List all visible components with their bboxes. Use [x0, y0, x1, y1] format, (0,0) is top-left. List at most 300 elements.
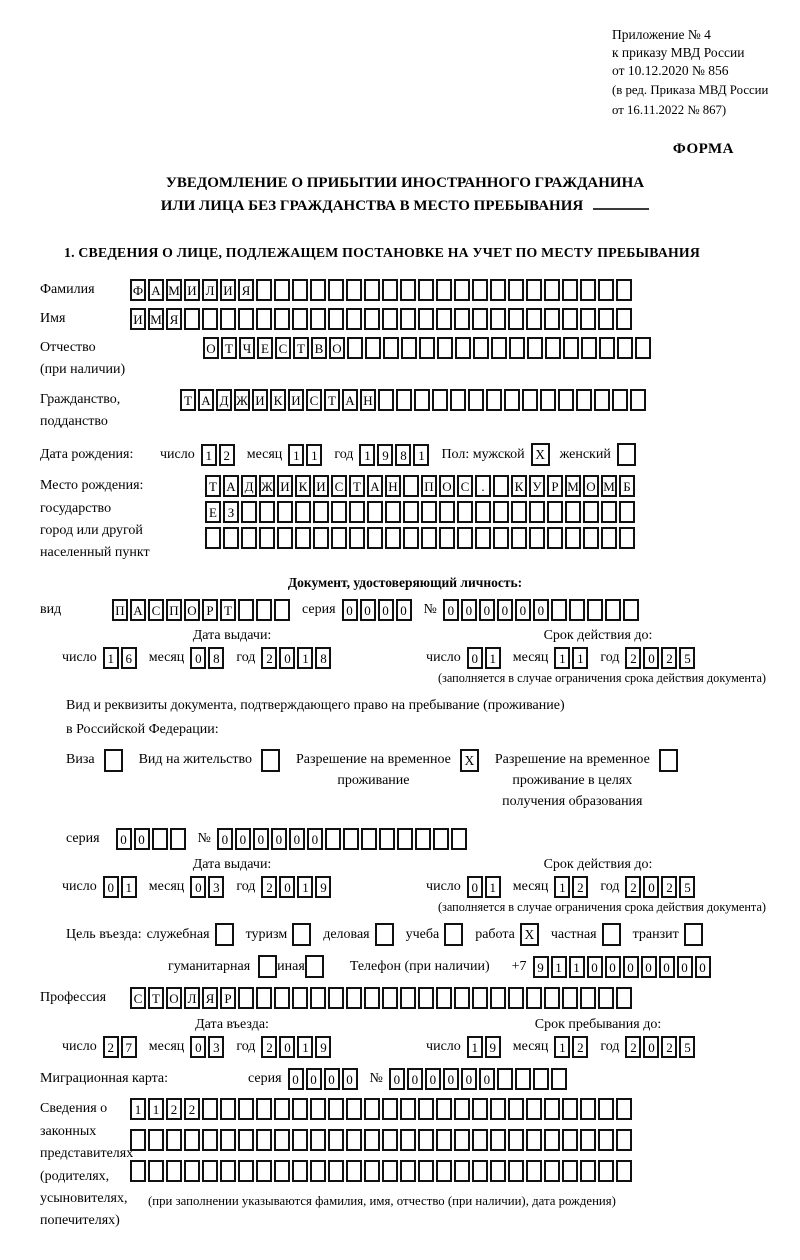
- form-cell[interactable]: [490, 1129, 506, 1151]
- form-cell[interactable]: 0: [289, 828, 305, 850]
- purpose-humanitarian-checkbox[interactable]: [258, 955, 277, 978]
- visa-checkbox[interactable]: [104, 749, 123, 772]
- form-cell[interactable]: [529, 527, 545, 549]
- form-cell[interactable]: 5: [679, 1036, 695, 1058]
- form-cell[interactable]: [490, 987, 506, 1009]
- form-cell[interactable]: 1: [130, 1098, 146, 1120]
- residence-permit-checkbox[interactable]: [261, 749, 280, 772]
- form-cell[interactable]: О: [184, 599, 200, 621]
- form-cell[interactable]: [598, 308, 614, 330]
- form-cell[interactable]: [400, 1160, 416, 1182]
- form-cell[interactable]: [635, 337, 651, 359]
- form-cell[interactable]: [454, 987, 470, 1009]
- form-cell[interactable]: [274, 279, 290, 301]
- form-cell[interactable]: [277, 501, 293, 523]
- form-cell[interactable]: [152, 828, 168, 850]
- form-cell[interactable]: Л: [184, 987, 200, 1009]
- form-cell[interactable]: [490, 1098, 506, 1120]
- form-cell[interactable]: [202, 1160, 218, 1182]
- form-cell[interactable]: [274, 599, 290, 621]
- form-cell[interactable]: Т: [221, 337, 237, 359]
- form-cell[interactable]: [509, 337, 525, 359]
- form-cell[interactable]: И: [130, 308, 146, 330]
- form-cell[interactable]: [421, 501, 437, 523]
- form-cell[interactable]: 0: [643, 876, 659, 898]
- form-cell[interactable]: [364, 308, 380, 330]
- form-cell[interactable]: О: [166, 987, 182, 1009]
- form-cell[interactable]: 0: [587, 956, 603, 978]
- form-cell[interactable]: [527, 337, 543, 359]
- form-cell[interactable]: А: [367, 475, 383, 497]
- form-cell[interactable]: К: [295, 475, 311, 497]
- form-cell[interactable]: [490, 1160, 506, 1182]
- form-cell[interactable]: [508, 1160, 524, 1182]
- form-cell[interactable]: [292, 1129, 308, 1151]
- form-cell[interactable]: [581, 337, 597, 359]
- form-cell[interactable]: [545, 337, 561, 359]
- form-cell[interactable]: И: [252, 389, 268, 411]
- form-cell[interactable]: 1: [551, 956, 567, 978]
- form-cell[interactable]: 6: [121, 647, 137, 669]
- form-cell[interactable]: [397, 828, 413, 850]
- form-cell[interactable]: С: [148, 599, 164, 621]
- form-cell[interactable]: 1: [103, 647, 119, 669]
- form-cell[interactable]: [529, 501, 545, 523]
- form-cell[interactable]: Н: [385, 475, 401, 497]
- form-cell[interactable]: М: [601, 475, 617, 497]
- form-cell[interactable]: [598, 1160, 614, 1182]
- form-cell[interactable]: 2: [661, 647, 677, 669]
- form-cell[interactable]: [241, 501, 257, 523]
- form-cell[interactable]: [367, 501, 383, 523]
- form-cell[interactable]: [439, 501, 455, 523]
- form-cell[interactable]: [508, 987, 524, 1009]
- form-cell[interactable]: .: [475, 475, 491, 497]
- form-cell[interactable]: М: [166, 279, 182, 301]
- form-cell[interactable]: 3: [208, 1036, 224, 1058]
- purpose-work-checkbox[interactable]: X: [520, 923, 539, 946]
- form-cell[interactable]: К: [511, 475, 527, 497]
- form-cell[interactable]: [292, 987, 308, 1009]
- form-cell[interactable]: [382, 987, 398, 1009]
- form-cell[interactable]: [533, 1068, 549, 1090]
- form-cell[interactable]: Ч: [239, 337, 255, 359]
- form-cell[interactable]: [619, 527, 635, 549]
- form-cell[interactable]: [325, 828, 341, 850]
- form-cell[interactable]: [328, 308, 344, 330]
- form-cell[interactable]: [328, 1098, 344, 1120]
- form-cell[interactable]: А: [148, 279, 164, 301]
- form-cell[interactable]: [547, 527, 563, 549]
- form-cell[interactable]: [526, 1160, 542, 1182]
- form-cell[interactable]: [562, 1129, 578, 1151]
- form-cell[interactable]: [475, 501, 491, 523]
- sex-male-checkbox[interactable]: X: [531, 443, 550, 466]
- purpose-study-checkbox[interactable]: [444, 923, 463, 946]
- form-cell[interactable]: П: [112, 599, 128, 621]
- form-cell[interactable]: Т: [205, 475, 221, 497]
- form-cell[interactable]: 0: [360, 599, 376, 621]
- form-cell[interactable]: [256, 1098, 272, 1120]
- form-cell[interactable]: [346, 308, 362, 330]
- form-cell[interactable]: [623, 599, 639, 621]
- form-cell[interactable]: А: [342, 389, 358, 411]
- form-cell[interactable]: 7: [121, 1036, 137, 1058]
- form-cell[interactable]: [202, 1098, 218, 1120]
- form-cell[interactable]: Я: [202, 987, 218, 1009]
- form-cell[interactable]: А: [223, 475, 239, 497]
- form-cell[interactable]: П: [421, 475, 437, 497]
- form-cell[interactable]: 0: [497, 599, 513, 621]
- purpose-tourism-checkbox[interactable]: [292, 923, 311, 946]
- form-cell[interactable]: 0: [279, 876, 295, 898]
- form-cell[interactable]: [400, 1129, 416, 1151]
- form-cell[interactable]: [418, 279, 434, 301]
- form-cell[interactable]: А: [130, 599, 146, 621]
- form-cell[interactable]: [472, 1160, 488, 1182]
- form-cell[interactable]: [450, 389, 466, 411]
- form-cell[interactable]: [418, 1098, 434, 1120]
- form-cell[interactable]: [400, 987, 416, 1009]
- form-cell[interactable]: 1: [297, 876, 313, 898]
- form-cell[interactable]: Р: [547, 475, 563, 497]
- form-cell[interactable]: [382, 279, 398, 301]
- form-cell[interactable]: [526, 308, 542, 330]
- form-cell[interactable]: 1: [554, 647, 570, 669]
- form-cell[interactable]: 0: [695, 956, 711, 978]
- form-cell[interactable]: 1: [413, 444, 429, 466]
- form-cell[interactable]: [256, 987, 272, 1009]
- form-cell[interactable]: [166, 1160, 182, 1182]
- form-cell[interactable]: 9: [315, 876, 331, 898]
- form-cell[interactable]: С: [130, 987, 146, 1009]
- form-cell[interactable]: [576, 389, 592, 411]
- form-cell[interactable]: [367, 527, 383, 549]
- form-cell[interactable]: [220, 1098, 236, 1120]
- form-cell[interactable]: [256, 308, 272, 330]
- form-cell[interactable]: [202, 1129, 218, 1151]
- form-cell[interactable]: 0: [342, 599, 358, 621]
- form-cell[interactable]: [349, 501, 365, 523]
- form-cell[interactable]: [580, 1098, 596, 1120]
- form-cell[interactable]: 5: [679, 876, 695, 898]
- form-cell[interactable]: [454, 279, 470, 301]
- form-cell[interactable]: [515, 1068, 531, 1090]
- form-cell[interactable]: 9: [377, 444, 393, 466]
- form-cell[interactable]: С: [275, 337, 291, 359]
- form-cell[interactable]: [170, 828, 186, 850]
- form-cell[interactable]: [432, 389, 448, 411]
- form-cell[interactable]: [346, 1160, 362, 1182]
- form-cell[interactable]: Т: [349, 475, 365, 497]
- form-cell[interactable]: [601, 501, 617, 523]
- form-cell[interactable]: [587, 599, 603, 621]
- form-cell[interactable]: 2: [261, 647, 277, 669]
- form-cell[interactable]: [361, 828, 377, 850]
- form-cell[interactable]: [382, 1129, 398, 1151]
- form-cell[interactable]: 0: [605, 956, 621, 978]
- form-cell[interactable]: 0: [479, 1068, 495, 1090]
- form-cell[interactable]: [418, 987, 434, 1009]
- form-cell[interactable]: [540, 389, 556, 411]
- form-cell[interactable]: С: [457, 475, 473, 497]
- form-cell[interactable]: 1: [288, 444, 304, 466]
- form-cell[interactable]: Ж: [234, 389, 250, 411]
- form-cell[interactable]: [454, 1129, 470, 1151]
- form-cell[interactable]: [383, 337, 399, 359]
- form-cell[interactable]: [256, 1129, 272, 1151]
- form-cell[interactable]: 0: [279, 647, 295, 669]
- form-cell[interactable]: [259, 501, 275, 523]
- form-cell[interactable]: 1: [121, 876, 137, 898]
- form-cell[interactable]: [166, 1129, 182, 1151]
- form-cell[interactable]: [547, 501, 563, 523]
- form-cell[interactable]: [558, 389, 574, 411]
- form-cell[interactable]: 0: [306, 1068, 322, 1090]
- form-cell[interactable]: [493, 475, 509, 497]
- form-cell[interactable]: 0: [461, 599, 477, 621]
- form-cell[interactable]: [328, 987, 344, 1009]
- form-cell[interactable]: [414, 389, 430, 411]
- form-cell[interactable]: [130, 1160, 146, 1182]
- form-cell[interactable]: [454, 308, 470, 330]
- form-cell[interactable]: [612, 389, 628, 411]
- form-cell[interactable]: [605, 599, 621, 621]
- form-cell[interactable]: 2: [103, 1036, 119, 1058]
- form-cell[interactable]: [497, 1068, 513, 1090]
- form-cell[interactable]: [562, 1160, 578, 1182]
- form-cell[interactable]: [238, 599, 254, 621]
- form-cell[interactable]: [562, 1098, 578, 1120]
- rvp-education-checkbox[interactable]: [659, 749, 678, 772]
- form-cell[interactable]: [580, 279, 596, 301]
- form-cell[interactable]: 5: [679, 647, 695, 669]
- form-cell[interactable]: 0: [443, 1068, 459, 1090]
- form-cell[interactable]: О: [583, 475, 599, 497]
- form-cell[interactable]: 0: [659, 956, 675, 978]
- form-cell[interactable]: 0: [235, 828, 251, 850]
- form-cell[interactable]: [511, 501, 527, 523]
- form-cell[interactable]: [184, 1129, 200, 1151]
- form-cell[interactable]: [490, 308, 506, 330]
- form-cell[interactable]: [400, 1098, 416, 1120]
- form-cell[interactable]: [544, 1098, 560, 1120]
- form-cell[interactable]: 1: [569, 956, 585, 978]
- form-cell[interactable]: [526, 1098, 542, 1120]
- form-cell[interactable]: [508, 1098, 524, 1120]
- form-cell[interactable]: 0: [443, 599, 459, 621]
- form-cell[interactable]: М: [565, 475, 581, 497]
- form-cell[interactable]: З: [223, 501, 239, 523]
- form-cell[interactable]: 2: [625, 876, 641, 898]
- form-cell[interactable]: 2: [572, 1036, 588, 1058]
- form-cell[interactable]: [415, 828, 431, 850]
- form-cell[interactable]: [486, 389, 502, 411]
- purpose-official-checkbox[interactable]: [215, 923, 234, 946]
- form-cell[interactable]: [580, 308, 596, 330]
- form-cell[interactable]: [396, 389, 412, 411]
- form-cell[interactable]: [310, 279, 326, 301]
- form-cell[interactable]: [328, 1160, 344, 1182]
- form-cell[interactable]: 0: [407, 1068, 423, 1090]
- form-cell[interactable]: Я: [238, 279, 254, 301]
- form-cell[interactable]: [601, 527, 617, 549]
- form-cell[interactable]: 1: [359, 444, 375, 466]
- form-cell[interactable]: 0: [279, 1036, 295, 1058]
- form-cell[interactable]: [616, 1160, 632, 1182]
- form-cell[interactable]: И: [313, 475, 329, 497]
- form-cell[interactable]: 0: [643, 647, 659, 669]
- form-cell[interactable]: 9: [533, 956, 549, 978]
- form-cell[interactable]: [421, 527, 437, 549]
- form-cell[interactable]: [419, 337, 435, 359]
- form-cell[interactable]: 1: [297, 647, 313, 669]
- form-cell[interactable]: [382, 1160, 398, 1182]
- form-cell[interactable]: [508, 308, 524, 330]
- form-cell[interactable]: [346, 987, 362, 1009]
- form-cell[interactable]: 0: [271, 828, 287, 850]
- form-cell[interactable]: [184, 308, 200, 330]
- form-cell[interactable]: [562, 279, 578, 301]
- form-cell[interactable]: [544, 987, 560, 1009]
- form-cell[interactable]: [277, 527, 293, 549]
- form-cell[interactable]: [454, 1160, 470, 1182]
- form-cell[interactable]: [256, 279, 272, 301]
- form-cell[interactable]: [343, 828, 359, 850]
- form-cell[interactable]: [238, 1098, 254, 1120]
- form-cell[interactable]: [184, 1160, 200, 1182]
- form-cell[interactable]: Т: [220, 599, 236, 621]
- form-cell[interactable]: 8: [395, 444, 411, 466]
- form-cell[interactable]: [504, 389, 520, 411]
- form-cell[interactable]: [148, 1160, 164, 1182]
- form-cell[interactable]: 1: [572, 647, 588, 669]
- form-cell[interactable]: [385, 501, 401, 523]
- form-cell[interactable]: [551, 599, 567, 621]
- form-cell[interactable]: [544, 308, 560, 330]
- form-cell[interactable]: [364, 1098, 380, 1120]
- form-cell[interactable]: 0: [461, 1068, 477, 1090]
- form-cell[interactable]: [437, 337, 453, 359]
- form-cell[interactable]: Д: [241, 475, 257, 497]
- form-cell[interactable]: [508, 279, 524, 301]
- form-cell[interactable]: О: [439, 475, 455, 497]
- form-cell[interactable]: [241, 527, 257, 549]
- form-cell[interactable]: [364, 987, 380, 1009]
- form-cell[interactable]: [274, 1098, 290, 1120]
- purpose-private-checkbox[interactable]: [602, 923, 621, 946]
- form-cell[interactable]: [511, 527, 527, 549]
- form-cell[interactable]: [292, 308, 308, 330]
- form-cell[interactable]: [598, 987, 614, 1009]
- form-cell[interactable]: 0: [467, 647, 483, 669]
- form-cell[interactable]: [619, 501, 635, 523]
- form-cell[interactable]: [310, 1129, 326, 1151]
- form-cell[interactable]: 0: [479, 599, 495, 621]
- form-cell[interactable]: 2: [219, 444, 235, 466]
- sex-female-checkbox[interactable]: [617, 443, 636, 466]
- form-cell[interactable]: [259, 527, 275, 549]
- form-cell[interactable]: [403, 475, 419, 497]
- form-cell[interactable]: [220, 308, 236, 330]
- form-cell[interactable]: [457, 527, 473, 549]
- form-cell[interactable]: 0: [307, 828, 323, 850]
- form-cell[interactable]: [630, 389, 646, 411]
- form-cell[interactable]: [580, 987, 596, 1009]
- form-cell[interactable]: [401, 337, 417, 359]
- form-cell[interactable]: 2: [661, 1036, 677, 1058]
- form-cell[interactable]: 9: [315, 1036, 331, 1058]
- form-cell[interactable]: [238, 987, 254, 1009]
- form-cell[interactable]: [256, 1160, 272, 1182]
- form-cell[interactable]: 1: [306, 444, 322, 466]
- form-cell[interactable]: [617, 337, 633, 359]
- form-cell[interactable]: [313, 501, 329, 523]
- form-cell[interactable]: [274, 1129, 290, 1151]
- form-cell[interactable]: 0: [425, 1068, 441, 1090]
- form-cell[interactable]: Т: [180, 389, 196, 411]
- form-cell[interactable]: 8: [315, 647, 331, 669]
- form-cell[interactable]: 0: [378, 599, 394, 621]
- form-cell[interactable]: 0: [677, 956, 693, 978]
- form-cell[interactable]: [205, 527, 221, 549]
- form-cell[interactable]: [310, 308, 326, 330]
- form-cell[interactable]: [403, 527, 419, 549]
- form-cell[interactable]: [616, 987, 632, 1009]
- form-cell[interactable]: [491, 337, 507, 359]
- form-cell[interactable]: [346, 1098, 362, 1120]
- form-cell[interactable]: [580, 1160, 596, 1182]
- form-cell[interactable]: [365, 337, 381, 359]
- form-cell[interactable]: [616, 1098, 632, 1120]
- form-cell[interactable]: [364, 1160, 380, 1182]
- form-cell[interactable]: 2: [166, 1098, 182, 1120]
- form-cell[interactable]: [202, 308, 218, 330]
- form-cell[interactable]: [238, 1160, 254, 1182]
- form-cell[interactable]: 0: [288, 1068, 304, 1090]
- form-cell[interactable]: 0: [643, 1036, 659, 1058]
- purpose-transit-checkbox[interactable]: [684, 923, 703, 946]
- form-cell[interactable]: 0: [116, 828, 132, 850]
- form-cell[interactable]: 0: [190, 876, 206, 898]
- form-cell[interactable]: А: [198, 389, 214, 411]
- form-cell[interactable]: [508, 1129, 524, 1151]
- form-cell[interactable]: [378, 389, 394, 411]
- form-cell[interactable]: 0: [641, 956, 657, 978]
- form-cell[interactable]: [382, 308, 398, 330]
- form-cell[interactable]: [551, 1068, 567, 1090]
- form-cell[interactable]: [436, 308, 452, 330]
- form-cell[interactable]: 0: [467, 876, 483, 898]
- form-cell[interactable]: [493, 501, 509, 523]
- form-cell[interactable]: Е: [257, 337, 273, 359]
- form-cell[interactable]: [563, 337, 579, 359]
- form-cell[interactable]: [130, 1129, 146, 1151]
- form-cell[interactable]: [313, 527, 329, 549]
- form-cell[interactable]: [310, 1160, 326, 1182]
- form-cell[interactable]: [346, 279, 362, 301]
- purpose-other-checkbox[interactable]: [305, 955, 324, 978]
- form-cell[interactable]: 0: [396, 599, 412, 621]
- form-cell[interactable]: [418, 1129, 434, 1151]
- form-cell[interactable]: [616, 1129, 632, 1151]
- form-cell[interactable]: 2: [661, 876, 677, 898]
- form-cell[interactable]: 1: [485, 647, 501, 669]
- form-cell[interactable]: 0: [103, 876, 119, 898]
- form-cell[interactable]: [292, 1098, 308, 1120]
- form-cell[interactable]: [148, 1129, 164, 1151]
- form-cell[interactable]: У: [529, 475, 545, 497]
